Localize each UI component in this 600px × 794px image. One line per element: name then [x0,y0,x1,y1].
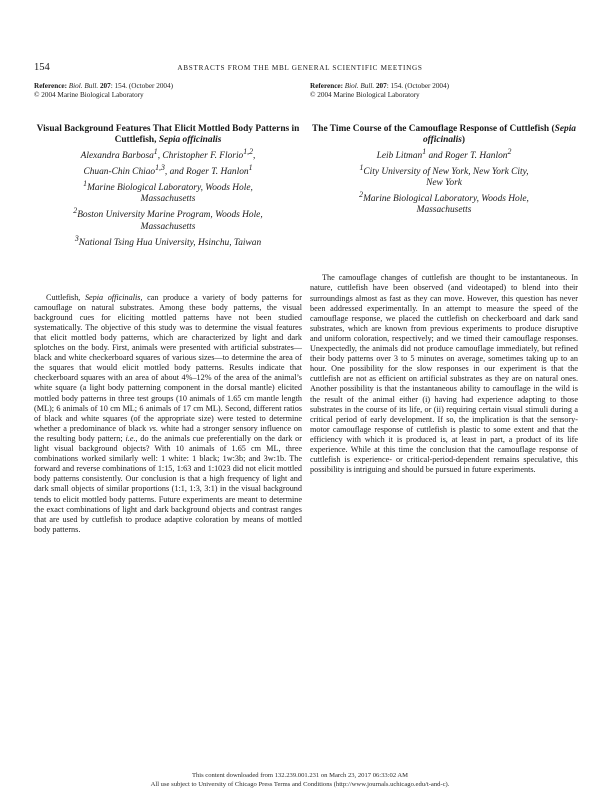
body-paragraph: The camouflage changes of cuttlefish are thought to be instantaneous. In nature, cuttlefish have been observed (and videotaped) to blend into their surroundings almost as fast as they can move. However, this question has never been addressed experimentally. In an attempt to measure the speed of the camouflage response, we placed the cuttlefish on checkerboard and dark sand substrates, which are known from previous experiments to produce disruptive and uniform coloration, respectively; and we timed their camouflage responses. Unexpectedly, the animals did not produce camouflage immediately, but refined their body patterns over 3 to 5 minutes on average, sometimes taking up to an hour. One possibility for the slow responses in our experiment is that the cuttlefish are not as efficient on artificial substrates as they are on natural ones. Another possibility is that the instantaneous ability to camouflage in the wild is the result of the animal either (i) having had experience adapting to those substrates in the course of its life, or (ii) requiring certain visual stimuli during a critical period of early development. If so, the implication is that the sensory-motor camouflage response of cuttlefish is plastic to some extent and that the efficiency with which it is produced is, at least in part, a product of its life experience. While at this time the conclusion that the camouflage response of cuttlefish is experience- or critical-period-dependent remains speculative, this possibility is intriguing and should be pursued in future experiments. [310,273,578,475]
abstract-body [310,273,578,475]
reference-line [34,82,302,91]
author-sup: 1 [248,163,253,173]
affil-line: Massachusetts [416,205,472,216]
affil-line: National Tsing Hua University, Hsinchu, Taiwan [78,237,262,248]
ref-rest: : 154. (October 2004) [110,82,174,90]
affiliation [310,189,578,216]
footer-line: This content downloaded from 132.239.001.231 on March 23, 2017 06:33:02 AM [191,772,409,779]
ref-rest: : 154. (October 2004) [386,82,450,90]
body-text: do the animals cue preferentially on the dark or light visual background objects? With 10 animals of 1.65 cm ML, three combinations worked similarly well: 1 white: 1 black; 1w:3b; and 3w:1b. The forward and reverse combinations of 1:15, 1:63 and 1:1023 did not elicit mottled body patterns consistently. Our conclusion is that a high frequency of light and dark small objects of similar proportions (1:1, 1:3, 3:1) in the visual background tends to elicit mottled body patterns. Future experiments are meant to determine the exact combinations of light and dark background objects and contrast ranges that are used by cuttlefish to produce adaptive coloration by means of mottled body patterns. [34,433,303,534]
footer-line: All use subject to University of Chicago Press Terms and Conditions (http://www.journals.uchicago.edu/t-and-c). [150,781,450,788]
author-1: Leib Litman [376,151,423,162]
affil-line: Massachusetts [140,194,196,205]
ref-prefix: Reference: [310,82,345,90]
left-abstract [34,82,302,535]
affil-sup: 3 [74,233,79,243]
affil-line: Marine Biological Laboratory, Woods Hole, [87,183,253,194]
ref-volume: 207 [98,82,111,90]
affil-sup: 1 [83,179,88,189]
body-italic: i.e., [125,433,138,443]
author-1: Alexandra Barbosa [80,151,154,162]
author-sup: 1,3 [155,163,165,173]
author-sup: 2 [507,147,512,156]
author-4: , and Roger T. Hanlon [164,167,249,178]
affiliation [34,205,302,232]
body-text: white had a stronger sensory influence on the resulting body pattern; [34,423,302,443]
ref-prefix: Reference: [34,82,69,90]
affil-line: Massachusetts [140,221,196,232]
copyright-line: © 2004 Marine Biological Laboratory [310,91,420,99]
author-sup: 1 [153,147,158,156]
download-footer [0,771,600,789]
body-text: Cuttlefish, [46,292,85,302]
body-text: can produce a variety of body patterns for camouflage on natural substrates. Among these body patterns, the visual background cues for eliciting mottled patterns have not been studied systematically. The objective of this study was to determine the visual features that elicit mottled body patterns, which are characterized by light and dark splotches on the body. First, animals were presented with artificial substrates—black and white checkerboard squares of various sizes—to determine the area of the squares that would elicit mottled body patterns. Results indicate that checkerboard squares with an area of about 4%–12% of the area of the animal’s white square (a light body patterning component in the dorsal mantle) elicited mottled body patterns in three test groups (10 animals of 1.65 cm mantle length (ML); 6 animals of 10 cm ML; 6 animals of 17 cm ML). Second, different ratios of black and white squares (of the appropriate size) were tested to determine whether a predominance of black [34,292,302,433]
affiliation [34,233,302,249]
body-italic: vs. [149,423,158,433]
reference-line [310,82,578,91]
affil-sup: 1 [359,163,364,173]
running-head: ABSTRACTS FROM THE MBL GENERAL SCIENTIFIC MEETINGS [177,64,423,72]
affil-line: New York [426,178,462,189]
affil-sup: 2 [359,190,364,200]
author-2: , Christopher F. Florio [157,151,244,162]
affil-line: City University of New York, New York City, [363,167,529,178]
author-sup: 1 [422,147,427,156]
authors [310,146,578,162]
ref-journal: Biol. Bull. [68,82,99,90]
body-paragraph [34,293,302,535]
authors [34,146,302,178]
author-sup: 1,2 [243,147,254,156]
article-title [310,124,578,146]
title-species: Sepia officinalis [158,135,222,145]
title-end: ) [461,135,466,145]
affil-line: Boston University Marine Program, Woods Hole, [77,210,263,221]
title-main: The Time Course of the Camouflage Response of Cuttlefish ( [312,124,555,134]
body-italic: Sepia officinalis, [84,292,143,302]
copyright-line: © 2004 Marine Biological Laboratory [34,91,144,99]
affiliation [34,178,302,205]
title-main: Visual Background Features That Elicit Mottled Body Patterns in Cuttlefish, [36,124,300,145]
title-species: Sepia officinalis [422,124,576,145]
affil-sup: 2 [73,206,78,216]
author-3: Chuan-Chin Chiao [83,167,156,178]
affil-line: Marine Biological Laboratory, Woods Hole, [363,194,529,205]
article-title [34,124,302,146]
affiliation [310,162,578,189]
page-number: 154 [34,62,50,73]
author-2: and Roger T. Hanlon [426,151,508,162]
author-sep: , [253,151,256,162]
right-abstract [310,82,578,475]
abstract-body [34,293,302,535]
ref-volume: 207 [374,82,387,90]
ref-journal: Biol. Bull. [344,82,375,90]
